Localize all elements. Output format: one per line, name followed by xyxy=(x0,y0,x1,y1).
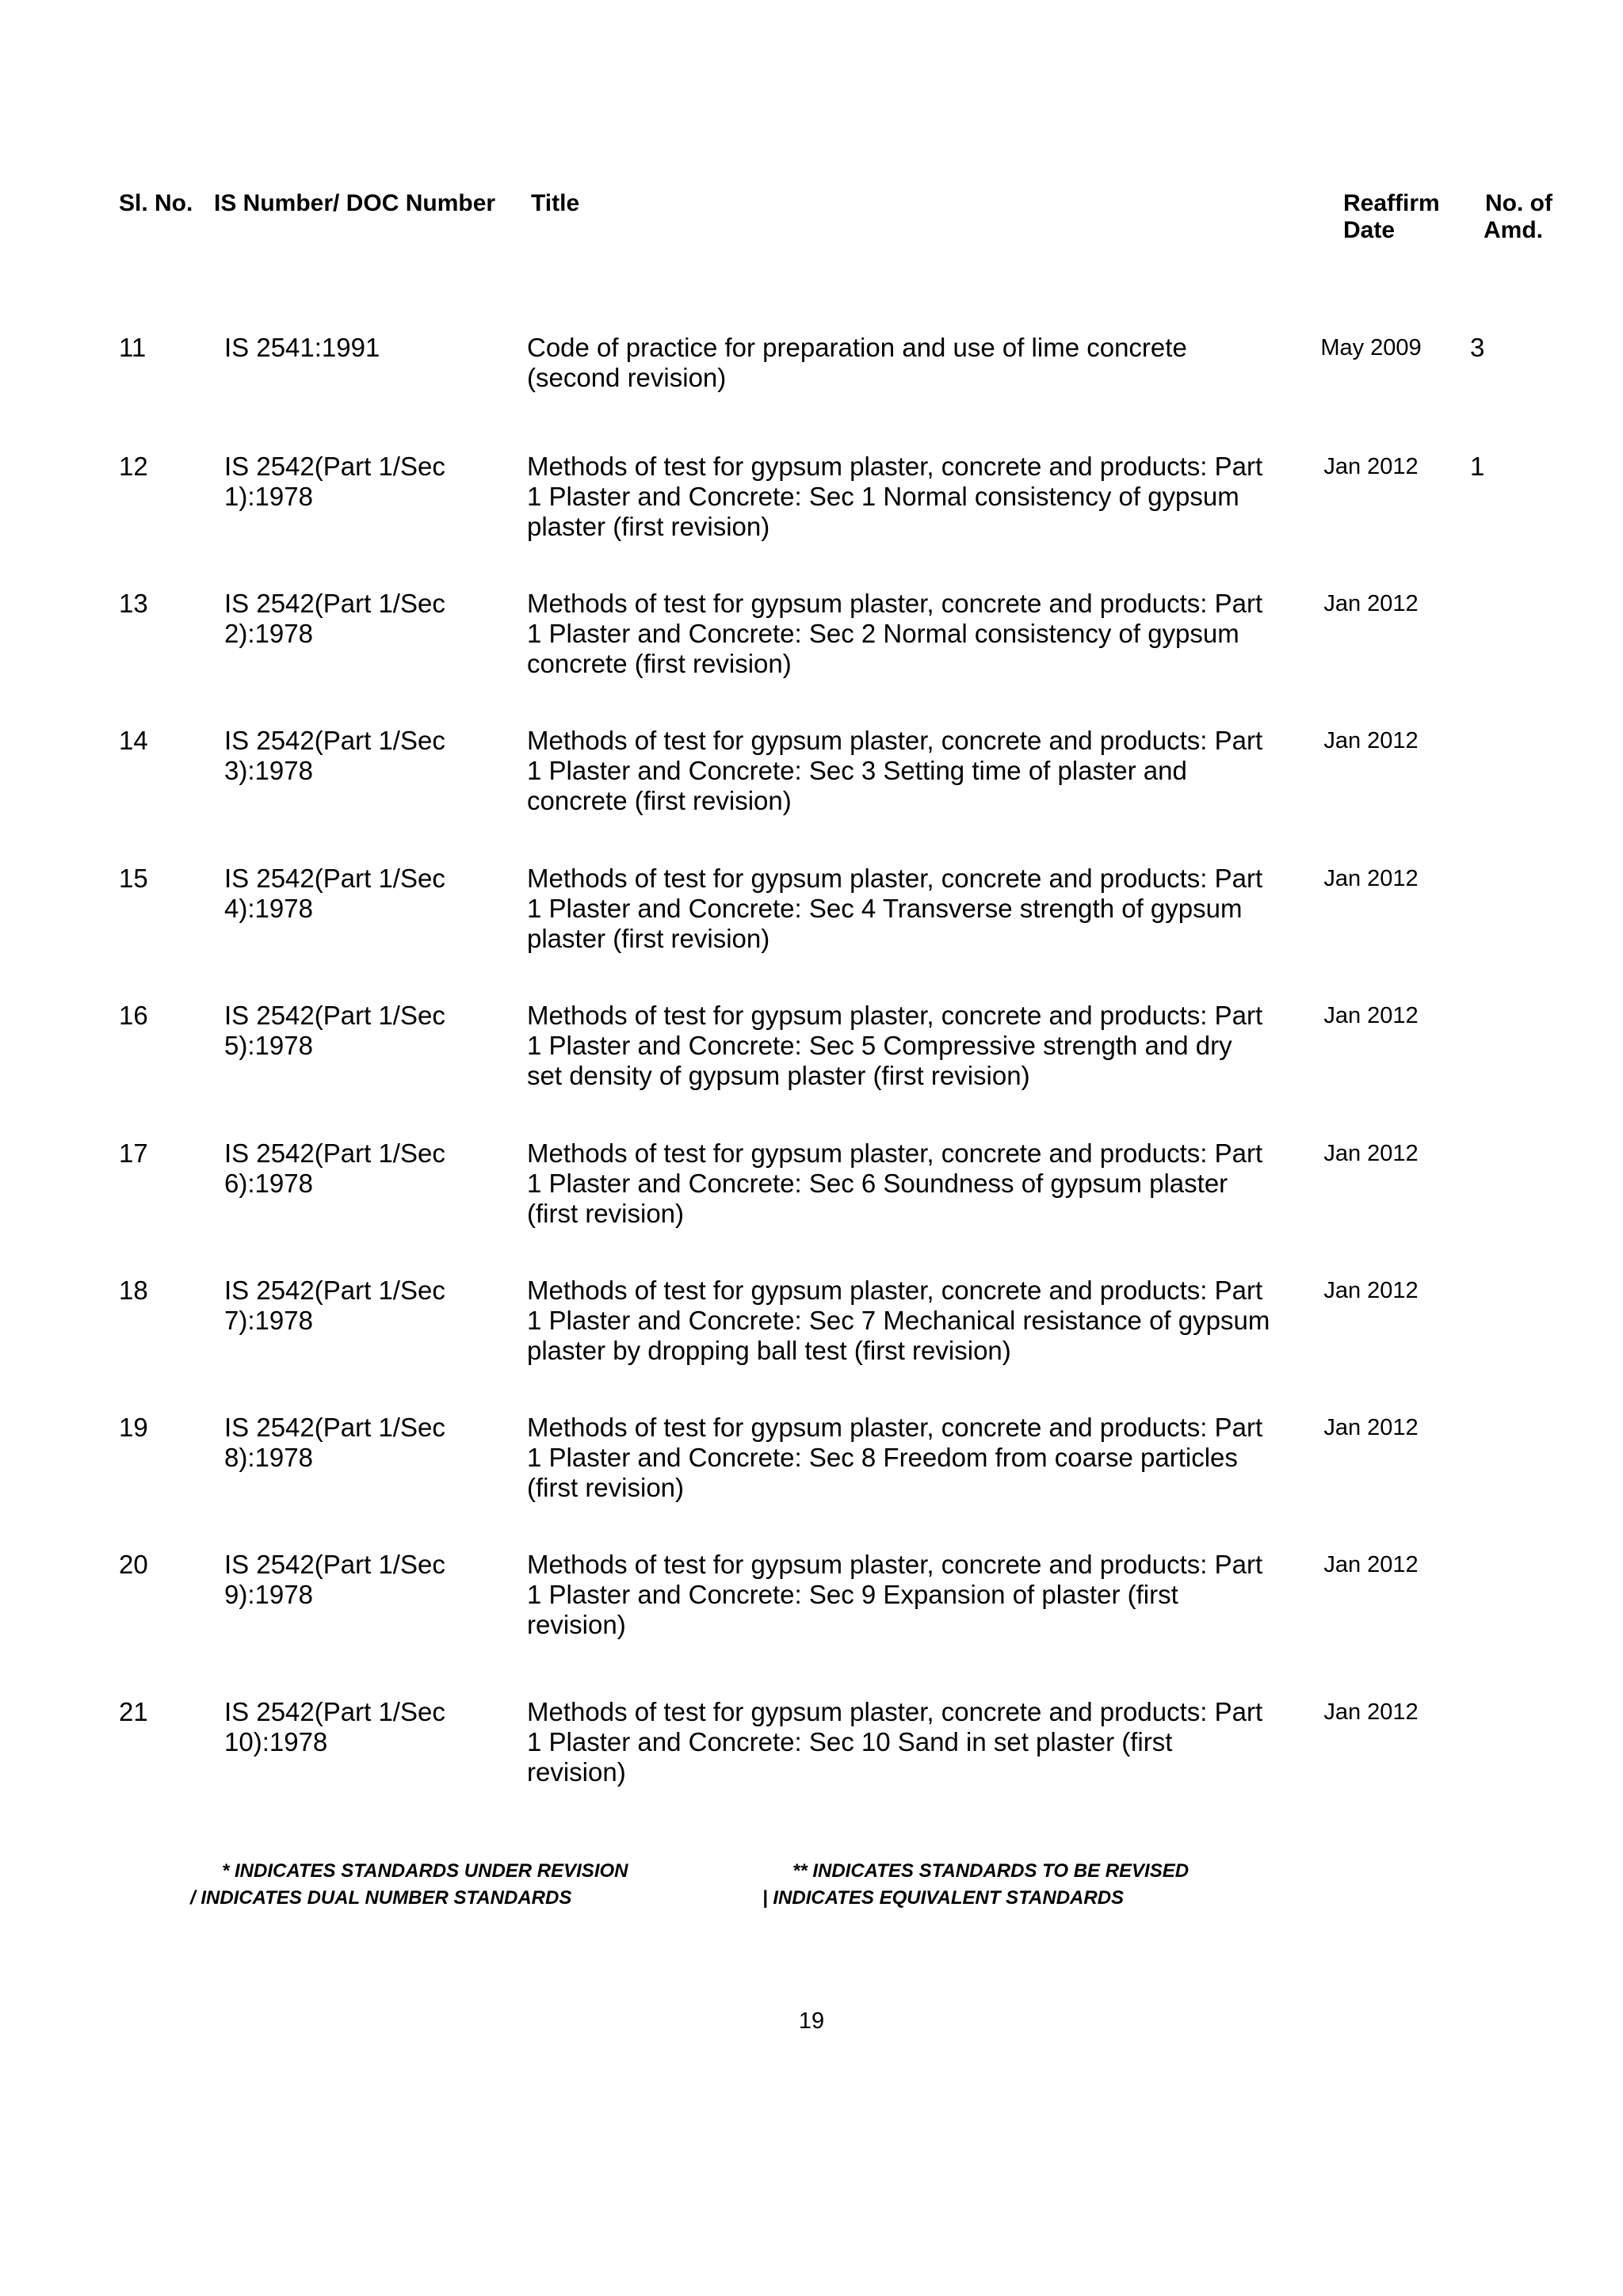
row-sl-no: 12 xyxy=(119,452,148,481)
row-sl-no: 19 xyxy=(119,1413,148,1442)
row-is-number: IS 2542(Part 1/Sec 3):1978 xyxy=(224,726,445,785)
header-reaffirm-line2: Date xyxy=(1343,217,1396,243)
header-no-of-amd xyxy=(1474,190,1552,244)
row-reaffirm-date: Jan 2012 xyxy=(1323,1141,1419,1166)
row-title: Methods of test for gypsum plaster, concrete and products: Part 1 Plaster and Concrete: Sec 1 Normal consistency of gypsum plaster (first revision) xyxy=(527,452,1263,541)
table-header xyxy=(0,190,1623,261)
header-sl-no: Sl. No. xyxy=(119,190,193,216)
row-title: Methods of test for gypsum plaster, concrete and products: Part 1 Plaster and Concrete: Sec 9 Expansion of plaster (first revision) xyxy=(527,1550,1263,1639)
row-reaffirm-date: May 2009 xyxy=(1320,335,1422,360)
row-title: Methods of test for gypsum plaster, concrete and products: Part 1 Plaster and Concrete: Sec 7 Mechanical resistance of gypsum plaster by dropping ball test (first revision) xyxy=(527,1276,1270,1365)
row-sl-no: 11 xyxy=(119,333,147,362)
row-title: Code of practice for preparation and use of lime concrete (second revision) xyxy=(527,333,1187,392)
row-title: Methods of test for gypsum plaster, concrete and products: Part 1 Plaster and Concrete: Sec 10 Sand in set plaster (first revision) xyxy=(527,1697,1263,1787)
row-is-number: IS 2542(Part 1/Sec 1):1978 xyxy=(224,452,445,511)
row-sl-no: 13 xyxy=(119,589,148,618)
row-sl-no: 15 xyxy=(119,864,148,893)
row-title: Methods of test for gypsum plaster, concrete and products: Part 1 Plaster and Concrete: Sec 5 Compressive strength and dry set density of gypsum plaster (first revision) xyxy=(527,1001,1263,1090)
row-reaffirm-date: Jan 2012 xyxy=(1323,1552,1419,1577)
row-is-number: IS 2541:1991 xyxy=(224,333,380,362)
row-sl-no: 17 xyxy=(119,1138,148,1168)
header-amd-line2: Amd. xyxy=(1483,217,1543,243)
row-is-number: IS 2542(Part 1/Sec 8):1978 xyxy=(224,1413,445,1472)
row-title: Methods of test for gypsum plaster, concrete and products: Part 1 Plaster and Concrete: Sec 3 Setting time of plaster and concrete (first revision) xyxy=(527,726,1263,815)
footnote-dual-number: / INDICATES DUAL NUMBER STANDARDS xyxy=(190,1887,572,1909)
row-title: Methods of test for gypsum plaster, concrete and products: Part 1 Plaster and Concrete: Sec 2 Normal consistency of gypsum concrete (first revision) xyxy=(527,589,1263,678)
row-reaffirm-date: Jan 2012 xyxy=(1323,591,1419,616)
header-is-number: IS Number/ DOC Number xyxy=(214,190,496,216)
page-number: 19 xyxy=(798,2008,825,2034)
row-is-number: IS 2542(Part 1/Sec 4):1978 xyxy=(224,864,445,923)
row-reaffirm-date: Jan 2012 xyxy=(1323,1415,1419,1440)
row-reaffirm-date: Jan 2012 xyxy=(1323,866,1419,891)
header-reaffirm-date xyxy=(1343,190,1440,244)
row-is-number: IS 2542(Part 1/Sec 5):1978 xyxy=(224,1001,445,1060)
row-reaffirm-date: Jan 2012 xyxy=(1323,454,1419,479)
row-amd-count: 1 xyxy=(1470,452,1485,481)
row-sl-no: 18 xyxy=(119,1276,148,1305)
row-is-number: IS 2542(Part 1/Sec 9):1978 xyxy=(224,1550,445,1609)
header-amd-line1: No. of xyxy=(1485,190,1552,216)
row-is-number: IS 2542(Part 1/Sec 7):1978 xyxy=(224,1276,445,1335)
row-sl-no: 16 xyxy=(119,1001,148,1030)
footnote-under-revision: * INDICATES STANDARDS UNDER REVISION xyxy=(222,1860,628,1882)
row-is-number: IS 2542(Part 1/Sec 6):1978 xyxy=(224,1138,445,1198)
row-reaffirm-date: Jan 2012 xyxy=(1323,728,1419,753)
row-is-number: IS 2542(Part 1/Sec 10):1978 xyxy=(224,1697,445,1756)
row-sl-no: 21 xyxy=(119,1697,148,1726)
footnote-to-be-revised: ** INDICATES STANDARDS TO BE REVISED xyxy=(792,1860,1190,1882)
header-reaffirm-line1: Reaffirm xyxy=(1343,190,1440,216)
row-sl-no: 20 xyxy=(119,1550,148,1579)
row-reaffirm-date: Jan 2012 xyxy=(1323,1003,1419,1028)
row-sl-no: 14 xyxy=(119,726,148,755)
row-title: Methods of test for gypsum plaster, concrete and products: Part 1 Plaster and Concrete: Sec 8 Freedom from coarse particles (first revision) xyxy=(527,1413,1263,1502)
row-amd-count: 3 xyxy=(1470,333,1485,362)
header-title: Title xyxy=(531,190,580,216)
row-reaffirm-date: Jan 2012 xyxy=(1323,1278,1419,1303)
row-is-number: IS 2542(Part 1/Sec 2):1978 xyxy=(224,589,445,648)
footnote-equivalent: | INDICATES EQUIVALENT STANDARDS xyxy=(762,1887,1125,1909)
row-reaffirm-date: Jan 2012 xyxy=(1323,1699,1419,1725)
row-title: Methods of test for gypsum plaster, concrete and products: Part 1 Plaster and Concrete: Sec 4 Transverse strength of gypsum plaster (first revision) xyxy=(527,864,1263,953)
row-title: Methods of test for gypsum plaster, concrete and products: Part 1 Plaster and Concrete: Sec 6 Soundness of gypsum plaster (first revision) xyxy=(527,1138,1263,1228)
